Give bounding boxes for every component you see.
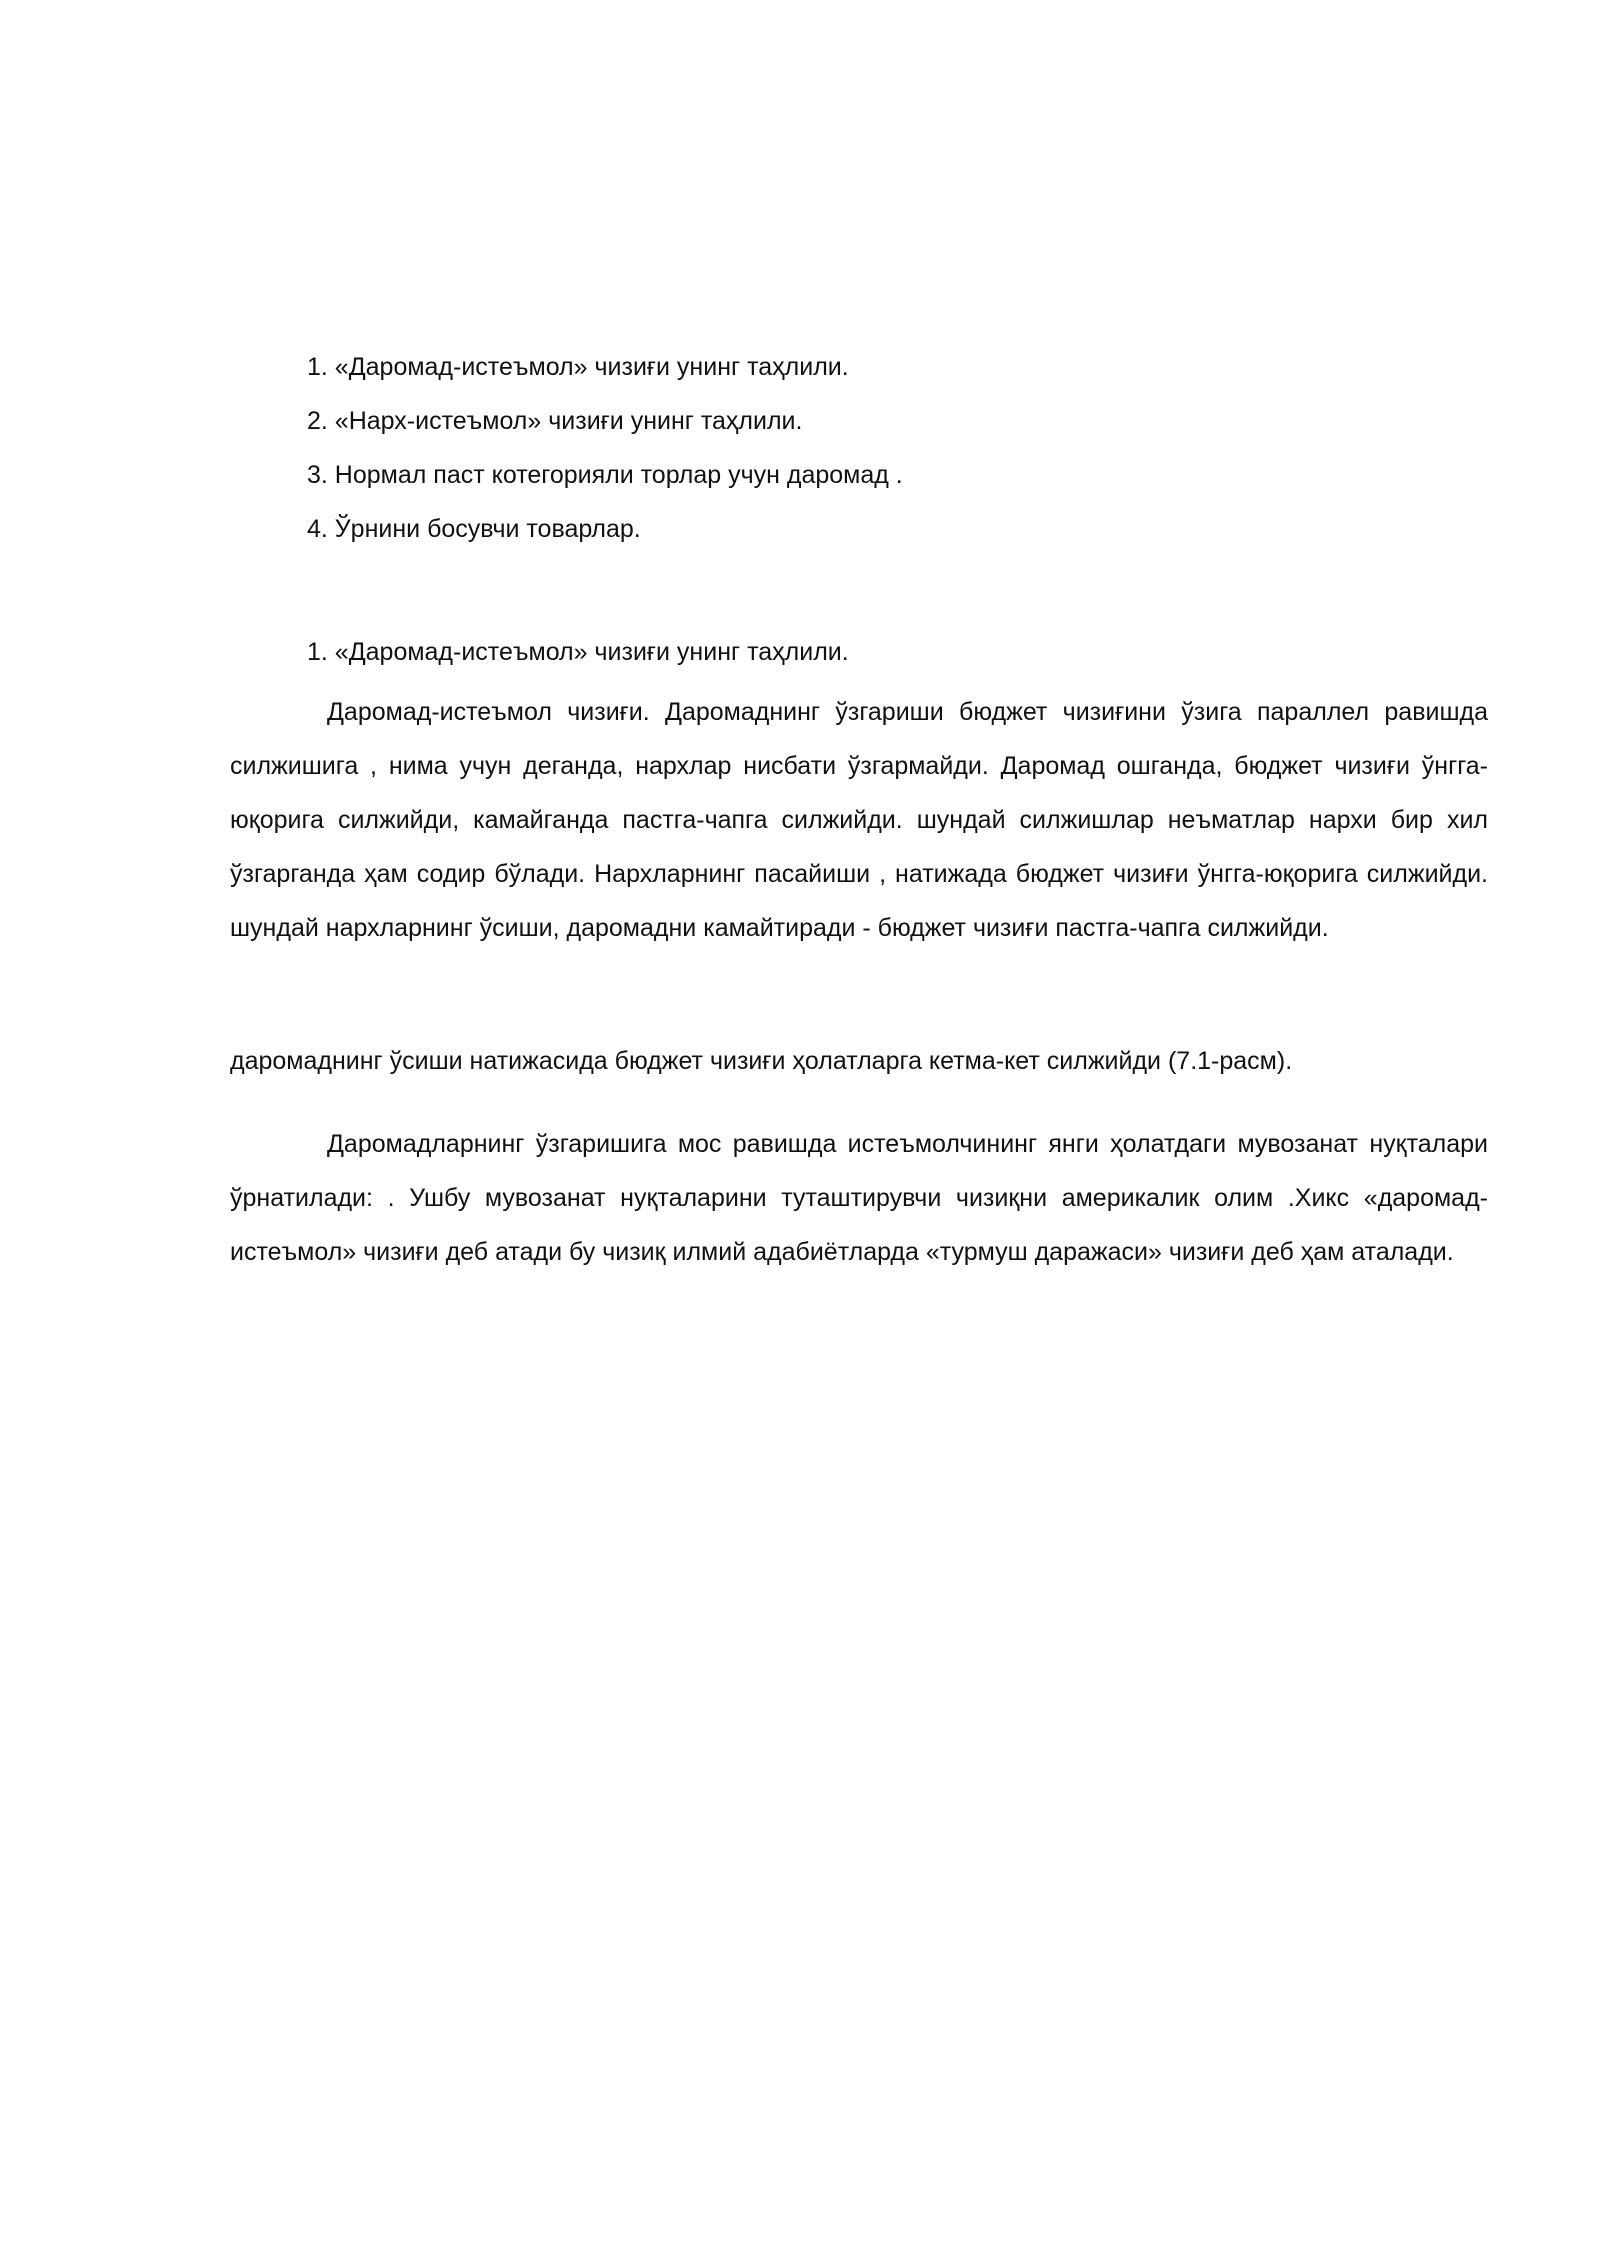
body-paragraph: Даромад-истеъмол чизиғи. Даромаднинг ўзгариши бюджет чизиғини ўзига параллел равишда силжишига , нима учун деганда, нархлар нисбати ўзгармайди. Даромад ошганда, бюджет чизиғи ўнгга-юқорига силжийди, камайганда пастга-чапга силжийди. шундай силжишлар неъматлар нархи бир хил ўзгарганда ҳам содир бўлади. Нархларнинг пасайиши , натижада бюджет чизиғи ўнгга-юқорига силжийди. шундай нархларнинг ўсиши, даромадни камайтиради - бюджет чизиғи пастга-чапга силжийди. (230, 698, 1488, 942)
topic-item: 4. Ўрнини босувчи товарлар. (307, 515, 641, 543)
topic-item: 3. Нормал паст котегорияли торлар учун даромад . (307, 461, 903, 489)
topic-list (307, 352, 1307, 568)
body-paragraph: даромаднинг ўсиши натижасида бюджет чизиғи ҳолатларга кетма-кет силжийди (7.1-расм). (230, 1047, 1293, 1075)
body-paragraph: Даромадларнинг ўзгаришига мос равишда истеъмолчининг янги ҳолатдаги мувозанат нуқталари ўрнатилади: . Ушбу мувозанат нуқталарини туташтирувчи чизиқни америкалик олим .Хикс «даромад-истеъмол» чизиғи деб атади бу чизиқ илмий адабиётларда «турмуш даражаси» чизиғи деб ҳам аталади. (230, 1130, 1488, 1266)
topic-item: 1. «Даромад-истеъмол» чизиғи унинг таҳлили. (307, 353, 849, 381)
topic-item: 2. «Нарх-истеъмол» чизиғи унинг таҳлили. (307, 407, 803, 435)
section-heading: 1. «Даромад-истеъмол» чизиғи унинг таҳлили. (307, 638, 849, 666)
